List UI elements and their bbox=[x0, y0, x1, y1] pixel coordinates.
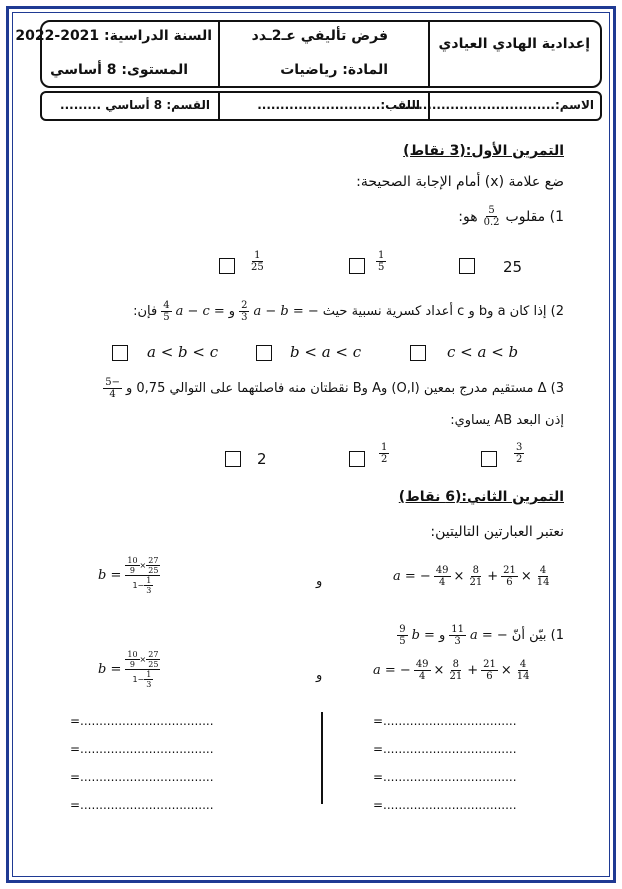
answer-line-left-4[interactable]: =................................... bbox=[70, 798, 214, 812]
q3-option-a-checkbox[interactable] bbox=[481, 451, 497, 467]
header-school-cell bbox=[428, 22, 600, 86]
q3-option-c: 2 bbox=[257, 450, 267, 468]
surname-field[interactable]: اللقب:........................... bbox=[257, 98, 420, 112]
q3-question: إذن البعد AB يساوي: bbox=[450, 413, 564, 428]
q2-option-b: b < a < c bbox=[290, 343, 362, 361]
q1-option-b: $\frac{1}{5}$ bbox=[378, 250, 385, 273]
school-year: السنة الدراسية: 2021-2022 bbox=[15, 28, 212, 44]
school-name: إعدادية الهادي العيادي bbox=[438, 36, 590, 52]
column-divider bbox=[321, 712, 323, 804]
and-word-2: و bbox=[316, 668, 323, 683]
header-year-cell bbox=[15, 22, 218, 86]
answer-line-left-2[interactable]: =................................... bbox=[70, 742, 214, 756]
q3-option-b: $\frac{1}{2}$ bbox=[381, 442, 388, 465]
expression-b: b = $\frac{10}{9}$ × $\frac{27}{25}$ 1− $\frac{1}{3}$ bbox=[98, 556, 159, 595]
surname-cell bbox=[218, 93, 428, 119]
answer-line-left-1[interactable]: =................................... bbox=[70, 714, 214, 728]
q1-option-a-checkbox[interactable] bbox=[459, 258, 475, 274]
exercise-1-title: التمرين الأول:(3 نقاط) bbox=[403, 143, 564, 159]
q1-option-b-checkbox[interactable] bbox=[349, 258, 365, 274]
and-word: و bbox=[316, 574, 323, 589]
class-field[interactable]: القسم: 8 أساسي ......... bbox=[60, 98, 210, 112]
ex2-q1-statement: 1) بيّن أنّ a = − $\frac{11}{3}$ و b = $\frac{9}{5}$ bbox=[399, 624, 564, 647]
answer-line-right-3[interactable]: =................................... bbox=[373, 770, 517, 784]
answer-line-right-1[interactable]: =................................... bbox=[373, 714, 517, 728]
expression-b-work: b = $\frac{10}{9}$ × $\frac{27}{25}$ 1− $\frac{1}{3}$ bbox=[98, 650, 159, 689]
header-box bbox=[15, 20, 602, 88]
q3-option-c-checkbox[interactable] bbox=[225, 451, 241, 467]
student-info-box bbox=[40, 91, 602, 121]
subject: المادة: رياضيات bbox=[280, 62, 388, 78]
q1-fraction: $\frac{5}{0.2}$ bbox=[483, 205, 500, 228]
answer-line-left-3[interactable]: =................................... bbox=[70, 770, 214, 784]
q2-option-c-checkbox[interactable] bbox=[112, 345, 128, 361]
q3-statement: 3) Δ مستقيم مدرج بمعين (O,I) وA وB نقطتان منه فاصلتهما على التوالي 0,75 و $\frac{-5}{4}$ bbox=[105, 377, 564, 400]
expression-a-work: a = − $\frac{49}{4}$ × $\frac{8}{21}$ + $\frac{21}{6}$ × $\frac{4}{14}$ bbox=[373, 659, 530, 682]
q3-option-b-checkbox[interactable] bbox=[349, 451, 365, 467]
q2-option-a: c < a < b bbox=[447, 343, 519, 361]
header-test-cell bbox=[218, 22, 428, 86]
class-cell bbox=[42, 93, 218, 119]
q2-option-c: a < b < c bbox=[147, 343, 219, 361]
exercise-2-title: التمرين الثاني:(6 نقاط) bbox=[398, 489, 564, 505]
level: المستوى: 8 أساسي bbox=[50, 62, 188, 78]
answer-line-right-2[interactable]: =................................... bbox=[373, 742, 517, 756]
q1-statement: 1) مقلوب $\frac{5}{0.2}$ هو: bbox=[458, 205, 564, 228]
q2-statement: 2) إذا كان a وb و c أعداد كسرية نسبية حيث a − b = − $\frac{2}{3}$ و a − c = $\frac{4}{5}$ فإن: bbox=[133, 300, 564, 323]
answer-line-right-4[interactable]: =................................... bbox=[373, 798, 517, 812]
name-field[interactable]: الاسم:................................... bbox=[395, 98, 594, 112]
name-cell bbox=[395, 93, 600, 119]
expression-a: a = − $\frac{49}{4}$ × $\frac{8}{21}$ + $\frac{21}{6}$ × $\frac{4}{14}$ bbox=[393, 565, 550, 588]
q2-option-b-checkbox[interactable] bbox=[256, 345, 272, 361]
q3-option-a: $\frac{3}{2}$ bbox=[516, 442, 523, 465]
q1-option-a: 25 bbox=[503, 258, 523, 276]
exercise-2-intro: نعتبر العبارتين التاليتين: bbox=[430, 524, 564, 540]
q2-option-a-checkbox[interactable] bbox=[410, 345, 426, 361]
q1-option-c: $\frac{1}{25}$ bbox=[251, 250, 264, 273]
q1-option-c-checkbox[interactable] bbox=[219, 258, 235, 274]
test-title: فرض تأليفي عـ2ـدد bbox=[251, 28, 388, 44]
exercise-1-instruction: ضع علامة (x) أمام الإجابة الصحيحة: bbox=[356, 174, 564, 190]
